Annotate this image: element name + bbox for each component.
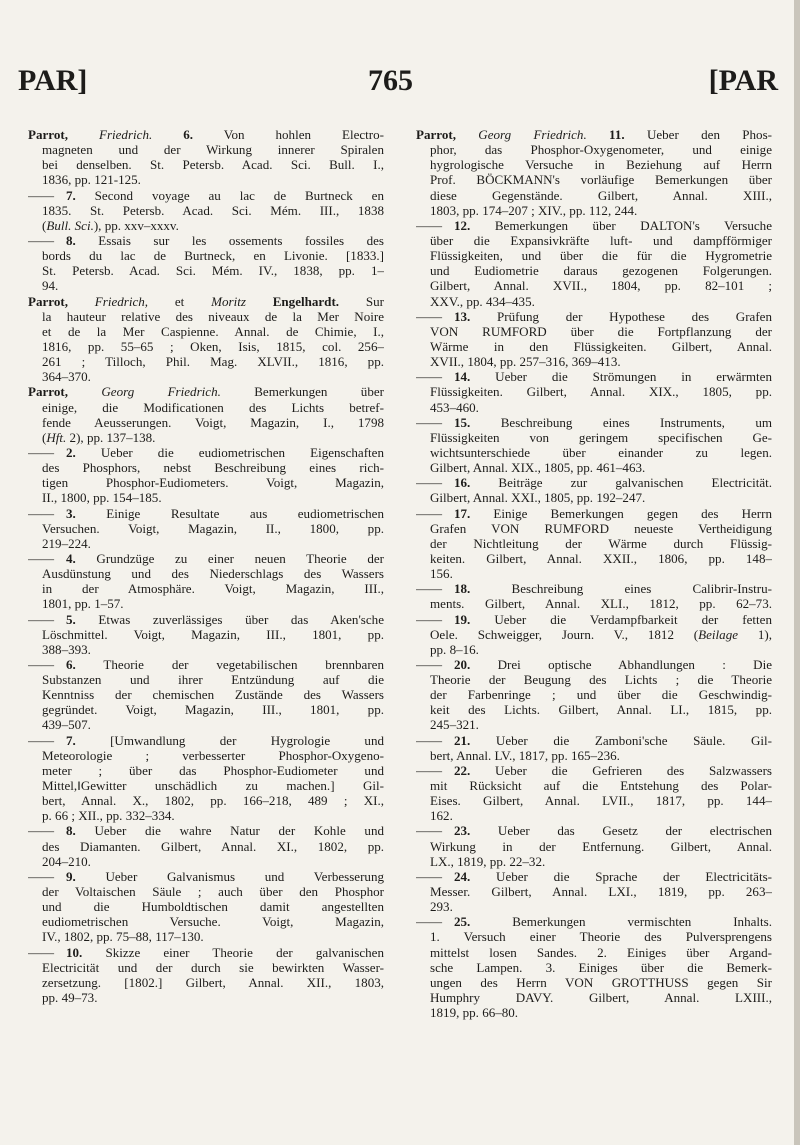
entry-line: —— 12. Bemerkungen über DALTON's Versuche — [416, 217, 772, 233]
entry-line: Wirkung in der Entfernung. Gilbert, Annal. — [430, 838, 772, 854]
entry-line: bei denselben. St. Petersb. Acad. Sci. Bull. I., — [42, 157, 384, 173]
entry-line: des Diamanten. Gilbert, Annal. XI., 1802, pp. — [42, 838, 384, 854]
entry-line: Versuchen. Voigt, Magazin, II., 1800, pp. — [42, 520, 384, 536]
entry-line: —— 13. Prüfung der Hypothese des Grafen — [416, 308, 772, 324]
entry-line: 1. Versuch einer Theorie des Pulversprengens — [430, 929, 772, 945]
entry-line: der Nichtleitung der Wärme durch Flüssig- — [430, 535, 772, 551]
bibliography-entry — [416, 127, 772, 218]
bibliography-entry — [416, 475, 772, 505]
entry-line: —— 8. Essais sur les ossements fossiles des — [28, 232, 384, 248]
bibliography-entry — [28, 188, 384, 233]
entry-line: Mittel,‖Gewitter unschädlich zu machen.] Gil- — [42, 778, 384, 794]
bibliography-entry — [416, 823, 772, 868]
entry-line: (Hft. 2), pp. 137–138. — [42, 429, 156, 445]
entry-line: wichtsunterschiede über einander zu legen. — [430, 444, 772, 460]
entry-line: —— 9. Ueber Galvanismus und Verbesserung — [28, 868, 384, 884]
entry-line: keit des Lichts. Gilbert, Annal. LI., 1815, pp. — [430, 702, 772, 718]
entry-line: IV., 1802, pp. 75–88, 117–130. — [42, 929, 204, 945]
entry-line: —— 7. Second voyage au lac de Burtneck en — [28, 187, 384, 203]
bibliography-entry — [28, 657, 384, 733]
header-right-guide-word: [PAR — [708, 64, 778, 97]
entry-line: II., 1800, pp. 154–185. — [42, 490, 162, 506]
entry-line: keiten. Gilbert, Annal. XXII., 1806, pp. 148– — [430, 550, 772, 566]
entry-line: —— 7. [Umwandlung der Hygrologie und — [28, 732, 384, 748]
bibliography-entry — [28, 823, 384, 868]
entry-line: bords du lac de Burtneck, en Livonie. [1833.] — [42, 248, 384, 264]
entry-line: —— 6. Theorie der vegetabilischen brennbaren — [28, 656, 384, 672]
entry-line: diese Gegenstände. Gilbert, Annal. XIII., — [430, 187, 772, 203]
entry-line: bert, Annal. LV., 1817, pp. 165–236. — [430, 747, 620, 763]
entry-line: —— 2. Ueber die eudiometrischen Eigenschaften — [28, 444, 384, 460]
entry-line: bert, Annal. X., 1802, pp. 166–218, 489 ; XI., — [42, 793, 384, 809]
entry-line: la hauteur relative des niveaux de la Mer Noire — [42, 308, 384, 324]
entry-line: 204–210. — [42, 853, 91, 869]
entry-line: Messer. Gilbert, Annal. LXI., 1819, pp. 263– — [430, 884, 772, 900]
entry-line: 156. — [430, 566, 453, 582]
bibliography-entry — [416, 914, 772, 1020]
bibliography-entry — [416, 309, 772, 370]
entry-line: Substanzen und ihrer Entzündung auf die — [42, 672, 384, 688]
bibliography-entry — [28, 233, 384, 294]
entry-line: Theorie der Beugung des Lichts ; die Theorie — [430, 672, 772, 688]
entry-line: Gilbert, Annal. XXI., 1805, pp. 192–247. — [430, 490, 646, 506]
entry-line: p. 66 ; XII., pp. 332–334. — [42, 808, 175, 824]
entry-line: Oele. Schweigger, Journ. V., 1812 (Beilage 1), — [430, 626, 772, 642]
bibliography-entry — [416, 733, 772, 763]
entry-line: —— 15. Beschreibung eines Instruments, um — [416, 414, 772, 430]
bibliography-entry — [28, 612, 384, 657]
entry-line: Wärme in den Flüssigkeiten. Gilbert, Annal. — [430, 338, 772, 354]
entry-line: 245–321. — [430, 717, 479, 733]
entry-line: 1836, pp. 121-125. — [42, 172, 141, 188]
entry-line: 1803, pp. 174–207 ; XIV., pp. 112, 244. — [430, 202, 638, 218]
entry-line: —— 17. Einige Bemerkungen gegen des Herrn — [416, 505, 772, 521]
entry-line: Parrot, Friedrich. 6. Von hohlen Electro- — [28, 127, 384, 142]
entry-line: und die Humboldtischen damit angestellten — [42, 899, 384, 915]
bibliography-entry — [28, 384, 384, 445]
right-column — [416, 127, 772, 1020]
entry-line: einige, die Modificationen des Lichts betref- — [42, 399, 384, 415]
entry-line: und Eudiometrie daraus gezogenen Folgerungen. — [430, 263, 772, 279]
entry-line: Gilbert, Annal. XIX., 1805, pp. 461–463. — [430, 460, 646, 476]
entry-line: —— 3. Einige Resultate aus eudiometrischen — [28, 505, 384, 521]
entry-line: Grafen VON RUMFORD neueste Vertheidigung — [430, 520, 772, 536]
entry-line: Electricität und der durch sie bewirkten Wasser- — [42, 959, 384, 975]
entry-line: 388–393. — [42, 641, 91, 657]
entry-line: —— 18. Beschreibung eines Calibrir-Instru- — [416, 581, 772, 597]
entry-line: über die Expansivkräfte luft- und dampfförmiger — [430, 232, 772, 248]
entry-line: St. Petersb. Acad. Sci. Mém. IV., 1838, pp. 1– — [42, 263, 384, 279]
entry-line: Meteorologie ; verbesserter Phosphor-Oxygeno- — [42, 747, 384, 763]
entry-line: —— 4. Grundzüge zu einer neuen Theorie der — [28, 550, 384, 566]
entry-line: 162. — [430, 808, 453, 824]
entry-line: 293. — [430, 899, 453, 915]
entry-line: ments. Gilbert, Annal. XLI., 1812, pp. 62–73. — [430, 596, 772, 612]
entry-line: —— 16. Beiträge zur galvanischen Electricität. — [416, 475, 772, 491]
entry-line: Flüssigkeiten von geringem specifischen Ge- — [430, 429, 772, 445]
entry-line: 439–507. — [42, 717, 91, 733]
bibliography-entry — [416, 581, 772, 611]
entry-line: der Farbenringe ; und über die Geschwindig- — [430, 687, 772, 703]
bibliography-entry — [28, 127, 384, 188]
entry-line: 219–224. — [42, 535, 91, 551]
page-header — [0, 64, 800, 104]
entry-line: XVII., 1804, pp. 257–316, 369–413. — [430, 354, 621, 370]
bibliography-entry — [28, 551, 384, 612]
entry-line: Flüssigkeiten. Gilbert, Annal. XIX., 1805, pp. — [430, 384, 772, 400]
entry-line: der Voltaischen Säule ; auch über den Phosphor — [42, 884, 384, 900]
entry-line: mittelst losen Sandes. 2. Einiges über Argand- — [430, 944, 772, 960]
bibliography-entry — [28, 506, 384, 551]
entry-line: —— 10. Skizze einer Theorie der galvanischen — [28, 944, 384, 960]
entry-line: VON RUMFORD über die Fortpflanzung der — [430, 323, 772, 339]
entry-line: —— 20. Drei optische Abhandlungen : Die — [416, 656, 772, 672]
entry-line: zersetzung. [1802.] Gilbert, Annal. XII., 1803, — [42, 974, 384, 990]
entry-line: (Bull. Sci.), pp. xxv–xxxv. — [42, 217, 179, 233]
bibliography-entry — [28, 945, 384, 1006]
entry-line: ungen des Herrn VON GROTTHUSS gegen Sir — [430, 974, 772, 990]
entry-line: tigen Phosphor-Eudiometers. Voigt, Magazin, — [42, 475, 384, 491]
entry-line: Kenntniss der chemischen Zustände des Wassers — [42, 687, 384, 703]
entry-line: pp. 8–16. — [430, 641, 479, 657]
entry-line: Flüssigkeiten, und über die für die Hygrometrie — [430, 248, 772, 264]
entry-line: fende Aeusserungen. Voigt, Magazin, I., 1798 — [42, 414, 384, 430]
entry-line: Parrot, Friedrich, et Moritz Engelhardt. Sur — [28, 293, 384, 309]
entry-line: 1835. St. Petersb. Acad. Sci. Mém. III., 1838 — [42, 202, 384, 218]
entry-line: magneten und der Wirkung innerer Spiralen — [42, 142, 384, 158]
entry-line: Ausdünstung und des Niederschlags des Wassers — [42, 566, 384, 582]
entry-line: pp. 49–73. — [42, 990, 98, 1006]
entry-line: Löschmittel. Voigt, Magazin, III., 1801, pp. — [42, 626, 384, 642]
bibliography-entry — [416, 218, 772, 309]
left-column — [28, 127, 384, 1005]
bibliography-entry — [28, 445, 384, 506]
entry-line: 261 ; Tilloch, Phil. Mag. XLVII., 1816, pp. — [42, 354, 384, 370]
entry-line: —— 5. Etwas zuverlässiges über das Aken'sche — [28, 611, 384, 627]
bibliography-entry — [416, 415, 772, 476]
page-number: 765 — [368, 64, 413, 97]
entry-line: Prof. BÖCKMANN's vorläufige Bemerkungen über — [430, 172, 772, 188]
bibliography-entry — [416, 612, 772, 657]
entry-line: Humphry DAVY. Gilbert, Annal. LXIII., — [430, 990, 772, 1006]
entry-line: —— 8. Ueber die wahre Natur der Kohle und — [28, 823, 384, 839]
bibliography-entry — [416, 869, 772, 914]
entry-line: hygrologische Versuche in Beziehung auf Herrn — [430, 157, 772, 173]
entry-line: 1816, pp. 55–65 ; Oken, Isis, 1815, col. 256– — [42, 338, 384, 354]
entry-line: —— 25. Bemerkungen vermischten Inhalts. — [416, 914, 772, 930]
entry-line: 453–460. — [430, 399, 479, 415]
bibliography-entry — [416, 763, 772, 824]
entry-line: gegründet. Voigt, Magazin, III., 1801, pp. — [42, 702, 384, 718]
entry-line: —— 22. Ueber die Gefrieren des Salzwassers — [416, 762, 772, 778]
bibliography-entry — [416, 657, 772, 733]
entry-line: mit Rücksicht auf die Entstehung des Polar- — [430, 778, 772, 794]
page-edge-shadow — [794, 0, 800, 1145]
header-left-guide-word: PAR] — [18, 64, 88, 97]
entry-line: XXV., pp. 434–435. — [430, 293, 535, 309]
bibliography-entry — [28, 733, 384, 824]
bibliography-entry — [28, 869, 384, 945]
entry-line: —— 23. Ueber das Gesetz der electrischen — [416, 823, 772, 839]
bibliography-entry — [416, 369, 772, 414]
entry-line: Parrot, Georg Friedrich. Bemerkungen über — [28, 384, 384, 400]
bibliography-entry — [416, 506, 772, 582]
entry-line: —— 21. Ueber die Zamboni'sche Säule. Gil- — [416, 732, 772, 748]
entry-line: phor, das Phosphor-Oxygenometer, und einige — [430, 142, 772, 158]
entry-line: des Phosphors, nebst Beschreibung eines rich- — [42, 460, 384, 476]
entry-line: Eises. Gilbert, Annal. LVII., 1817, pp. 144– — [430, 793, 772, 809]
entry-line: sche Lampen. 3. Einiges über die Bemerk- — [430, 959, 772, 975]
entry-line: Parrot, Georg Friedrich. 11. Ueber den Phos- — [416, 127, 772, 142]
entry-line: et de la Mer Caspienne. Annal. de Chimie, I., — [42, 323, 384, 339]
entry-line: 94. — [42, 278, 59, 294]
entry-line: 1819, pp. 66–80. — [430, 1005, 519, 1021]
entry-line: 364–370. — [42, 369, 91, 385]
entry-line: in der Atmosphäre. Voigt, Magazin, III., — [42, 581, 384, 597]
entry-line: 1801, pp. 1–57. — [42, 596, 124, 612]
entry-line: meter ; über das Phosphor-Eudiometer und — [42, 762, 384, 778]
bibliography-entry — [28, 294, 384, 385]
entry-line: Gilbert, Annal. XVII., 1804, pp. 82–101 ; — [430, 278, 772, 294]
entry-line: eudiometrischen Versuche. Voigt, Magazin, — [42, 914, 384, 930]
entry-line: —— 14. Ueber die Strömungen in erwärmten — [416, 369, 772, 385]
entry-line: LX., 1819, pp. 22–32. — [430, 853, 546, 869]
entry-line: —— 24. Ueber die Sprache der Electricitäts- — [416, 868, 772, 884]
entry-line: —— 19. Ueber die Verdampfbarkeit der fetten — [416, 611, 772, 627]
